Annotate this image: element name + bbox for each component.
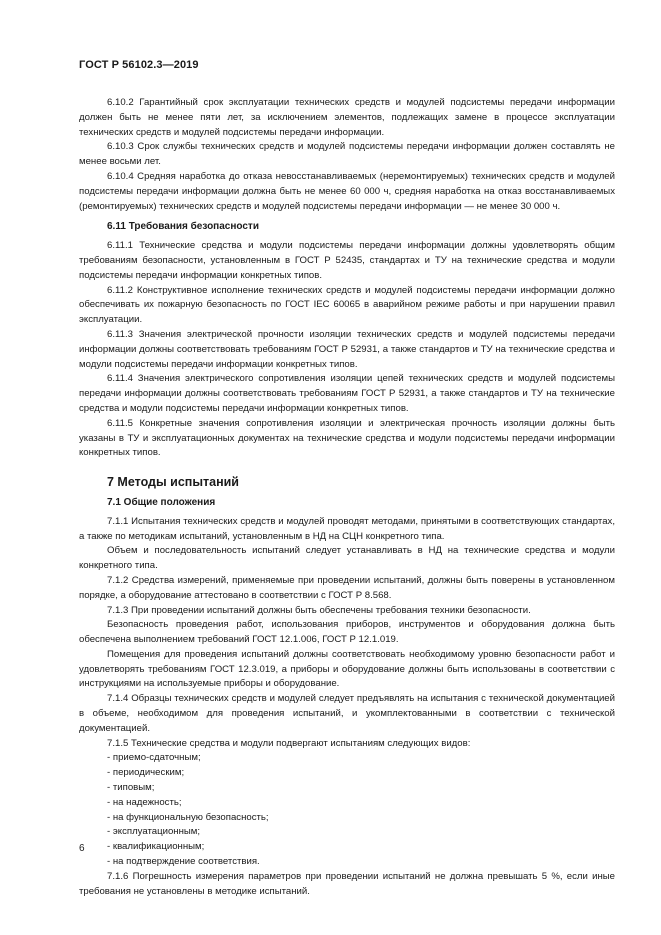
- paragraph-7-1-1-scope: Объем и последовательность испытаний следует устанавливать в НД на технические средства и модули конкретного типа.: [79, 545, 615, 572]
- test-types-list: [79, 751, 615, 869]
- paragraph-7-1-4: 7.1.4 Образцы технических средств и модулей следует предъявлять на испытания с технической документацией в объеме, необходимом для проведения испытаний, и укомплектованными в соответствии с технической документацией.: [79, 693, 615, 734]
- document-body: [79, 96, 615, 899]
- paragraph-6-11-5: 6.11.5 Конкретные значения сопротивления изоляции и электрическая прочность изоляции должны быть указаны в ТУ и эксплуатационных документах на технические средства и модули подсистемы передачи информации конкретных типов.: [79, 417, 615, 459]
- paragraph-7-1-3-safety: Безопасность проведения работ, использования приборов, инструментов и оборудования должна быть обеспечена выполнением требований ГОСТ 12.1.006, ГОСТ Р 12.1.019.: [79, 619, 615, 646]
- paragraph-7-1-2: 7.1.2 Средства измерений, применяемые при проведении испытаний, должны быть поверены в установленном порядке, а оборудование аттестовано в соответствии с ГОСТ Р 8.568.: [79, 574, 615, 601]
- paragraph-7-1-3-rooms: Помещения для проведения испытаний должны соответствовать необходимому уровню безопасности работ и удовлетворять требованиям ГОСТ 12.3.019, а приборы и оборудование должны быть использованы в соответствии с инструкциями на используемые приборы и оборудование.: [79, 648, 615, 690]
- section-6-11-heading: 6.11 Требования безопасности: [107, 221, 259, 233]
- list-item: - периодическим;: [107, 766, 615, 781]
- paragraph-6-11-3: 6.11.3 Значения электрической прочности изоляции технических средств и модулей подсистемы передачи информации должны соответствовать требованиям ГОСТ Р 52931, а также стандартов и ТУ на технические средства и модули подсистемы передачи информации конкретных типов.: [79, 328, 615, 370]
- list-item: - на функциональную безопасность;: [107, 811, 615, 826]
- paragraph-6-10-4: 6.10.4 Средняя наработка до отказа невосстанавливаемых (неремонтируемых) технических средств и модулей подсистемы передачи информации должна быть не менее 60 000 ч, средняя наработка на отказ восстанавливаемых (ремонтируемых) технических средств и модулей подсистемы передачи информации — не менее 30 000 ч.: [79, 170, 615, 212]
- list-item: - приемо-сдаточным;: [107, 751, 615, 766]
- list-item: - типовым;: [107, 781, 615, 796]
- list-item: - квалификационным;: [107, 840, 615, 855]
- section-7-1-heading: 7.1 Общие положения: [107, 496, 216, 508]
- paragraph-7-1-3: 7.1.3 При проведении испытаний должны быть обеспечены требования техники безопасности.: [107, 604, 531, 616]
- list-item: - на надежность;: [107, 796, 615, 811]
- paragraph-6-11-4: 6.11.4 Значения электрического сопротивления изоляции цепей технических средств и модулей подсистемы передачи информации должны соответствовать требованиям ГОСТ Р 52931, а также стандартов и ТУ на технические средства и модули подсистемы передачи информации конкретных типов.: [79, 373, 615, 414]
- paragraph-7-1-1: 7.1.1 Испытания технических средств и модулей проводят методами, принятыми в соответствующих стандартах, а также по методикам испытаний, установленным в НД на СЦН конкретного типа.: [79, 515, 615, 542]
- paragraph-6-11-2: 6.11.2 Конструктивное исполнение технических средств и модулей подсистемы передачи информации должно обеспечивать их пожарную безопасность по ГОСТ IEC 60065 в аварийном режиме работы и при нарушении правил эксплуатации.: [79, 284, 615, 326]
- list-item: - эксплуатационным;: [107, 825, 615, 840]
- list-item: - на подтверждение соответствия.: [107, 855, 615, 870]
- paragraph-6-10-3: 6.10.3 Срок службы технических средств и модулей подсистемы передачи информации должен составлять не менее восьми лет.: [79, 141, 615, 168]
- document-header: ГОСТ Р 56102.3—2019: [79, 59, 199, 71]
- paragraph-7-1-6: 7.1.6 Погрешность измерения параметров при проведении испытаний не должна превышать 5 %, если иные требования не установлены в методике испытаний.: [79, 870, 615, 897]
- paragraph-7-1-5: 7.1.5 Технические средства и модули подвергают испытаниям следующих видов:: [107, 737, 471, 749]
- paragraph-6-10-2: 6.10.2 Гарантийный срок эксплуатации технических средств и модулей подсистемы передачи информации должен быть не менее пяти лет, за исключением элементов, подлежащих замене в процессе эксплуатации технических средств и модулей подсистемы передачи информации.: [79, 97, 615, 138]
- paragraph-6-11-1: 6.11.1 Технические средства и модули подсистемы передачи информации должны удовлетворять общим требованиям безопасности, установленным в ГОСТ Р 52435, стандартах и ТУ на технические средства и модули подсистемы передачи информации конкретных типов.: [79, 240, 615, 281]
- page-number: 6: [79, 843, 85, 854]
- section-7-heading: 7 Методы испытаний: [107, 475, 239, 490]
